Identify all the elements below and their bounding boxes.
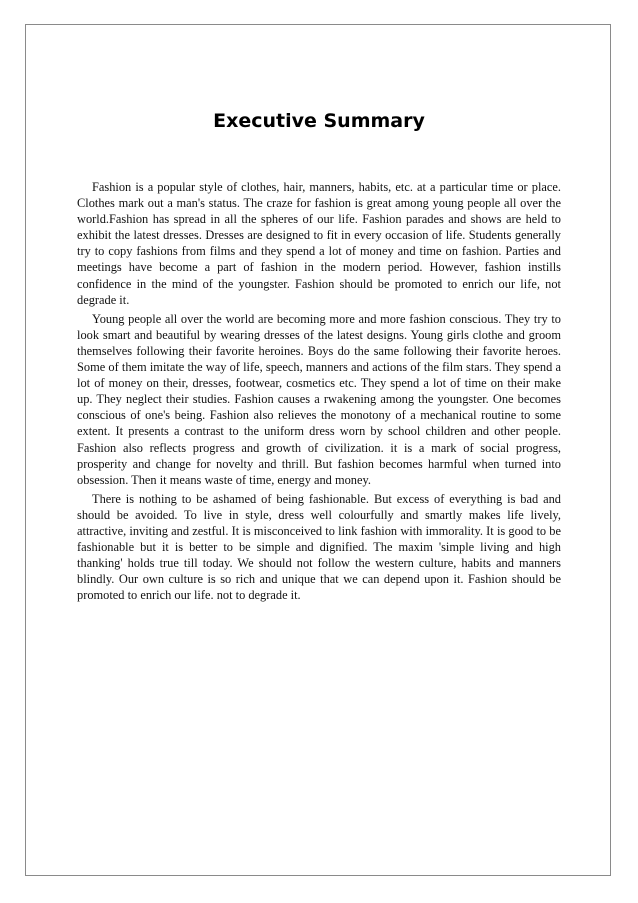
- paragraph-1: Fashion is a popular style of clothes, hair, manners, habits, etc. at a particular time or place. Clothes mark out a man's status. The craze for fashion is great among young people all over the world.Fashion has spread in all the spheres of our life. Fashion parades and shows are held to exhibit the latest dresses. Dresses are designed to fit in every occasion of life. Students generally try to copy fashions from films and they spend a lot of money and time on fashion. Parties and meetings have become a part of fashion in the modern period. However, fashion instills confidence in the mind of the youngster. Fashion should be promoted to enrich our life, not degrade it.: [77, 180, 561, 307]
- page-title: Executive Summary: [213, 110, 425, 132]
- document-body: [77, 179, 561, 606]
- paragraph-2: Young people all over the world are becoming more and more fashion conscious. They try to look smart and beautiful by wearing dresses of the latest designs. Young girls clothe and groom themselves following their favorite heroines. Boys do the same following their favorite heroes. Some of them imitate the way of life, speech, manners and actions of the film stars. They spend a lot of money on their, dresses, footwear, cosmetics etc. They spend a lot of time on their make up. They neglect their studies. Fashion causes a rwakening among the youngster. One becomes conscious of one's being. Fashion also relieves the monotony of a mechanical routine to some extent. It presents a contrast to the uniform dress worn by school children and other people. Fashion also reflects progress and growth of civilization. it is a mark of social progress, prosperity and change for novelty and thrill. But fashion becomes harmful when turned into obsession. Then it means waste of time, energy and money.: [77, 311, 561, 487]
- paragraph-3: There is nothing to be ashamed of being fashionable. But excess of everything is bad and should be avoided. To live in style, dress well colourfully and smartly makes life lively, attractive, inviting and zestful. It is misconceived to link fashion with immorality. It is good to be fashionable but it is better to be simple and dignified. The maxim 'simple living and high thanking' holds true till today. We should not follow the western culture, habits and manners blindly. Our own culture is so rich and unique that we can depend upon it. Fashion should be promoted to enrich our life. not to degrade it.: [77, 491, 561, 603]
